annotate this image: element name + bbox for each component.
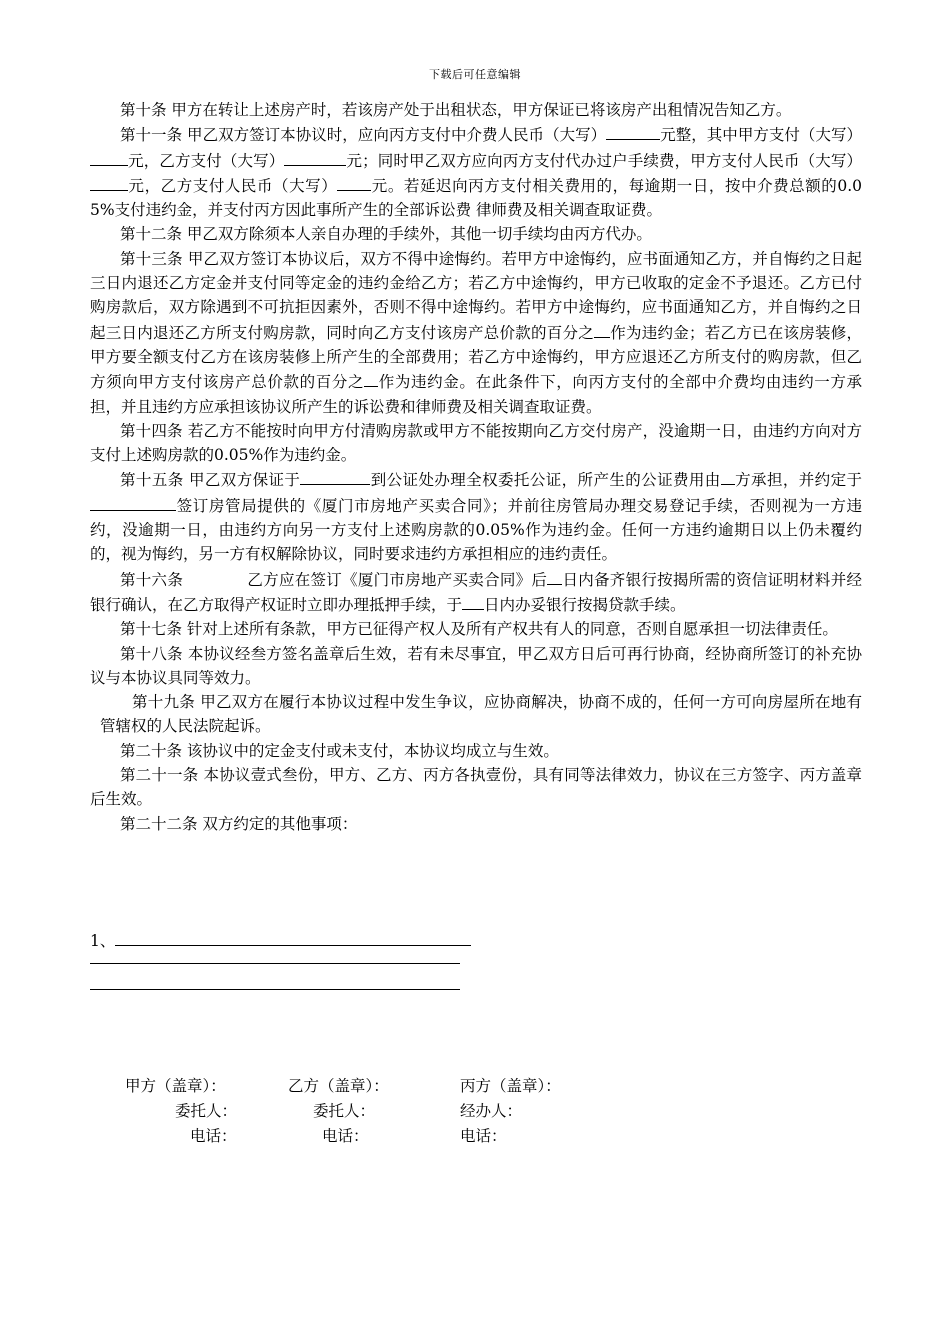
clause-19: 第十九条 甲乙双方在履行本协议过程中发生争议，应协商解决，协商不成的，任何一方可向房屋所在地有管辖权的人民法院起诉。 (100, 693, 862, 736)
clause-11-text-b: 元整，其中甲方支付（大写） (660, 126, 862, 145)
blank-party-b-fee[interactable] (284, 148, 346, 166)
party-c-phone-label: 电话： (460, 1127, 507, 1145)
clause-15 (90, 467, 862, 566)
clause-11-text-e: 元，乙方支付人民币（大写） (128, 176, 338, 195)
clause-11-text-f: 元。若延迟向丙方支付相关费用的，每逾期一日，按中介费总额的0.05%支付违约金，并支付丙方因此事所产生的全部诉讼费 律师费及相关调查取证费。 (90, 176, 862, 220)
clause-11-text-c: 元，乙方支付（大写） (128, 151, 285, 170)
party-c-handler-label: 经办人： (460, 1102, 523, 1120)
item-1-label: 1、 (90, 932, 116, 950)
party-a-agent-label: 委托人： (175, 1102, 238, 1120)
party-a-phone-label: 电话： (190, 1127, 237, 1145)
clause-16-text-c: 日内备齐银行按揭所需的资信证明材料并经银行确认，在乙方取得产权证时立即办理抵押手续，于 (90, 570, 862, 614)
clause-16-text-b: 乙方应在签订《厦门市房地产买卖合同》后 (247, 570, 548, 589)
blank-other-matter-line-3[interactable] (90, 989, 460, 990)
other-matter-item-1 (90, 928, 490, 950)
clause-15-text-a: 第十五条 甲乙双方保证于 (120, 471, 301, 490)
clause-15-text-c: 方承担，并约定于 (734, 471, 862, 490)
clause-15-text-d: 签订房管局提供的《厦门市房地产买卖合同》；并前往房管局办理交易登记手续，否则视为一方违约，没逾期一日，由违约方向另一方支付上述购房款的0.05%作为违约金。任何一方违约逾期日以上仍未覆约的，视为悔约，另一方有权解除协议，同时要求违约方承担相应的违约责任。 (90, 496, 862, 564)
clause-21: 第二十一条 本协议壹式叁份，甲方、乙方、丙方各执壹份，具有同等法律效力，协议在三方签字、丙方盖章后生效。 (90, 766, 862, 809)
clause-16-text-a: 第十六条 (120, 570, 184, 589)
blank-contract-date[interactable] (90, 493, 176, 511)
party-b-seal-label: 乙方（盖章）： (288, 1077, 389, 1095)
party-b-agent-label: 委托人： (313, 1102, 376, 1120)
blank-party-a-transfer-fee[interactable] (90, 173, 128, 191)
clause-11 (90, 122, 862, 222)
clause-13 (90, 247, 862, 419)
blank-party-a-fee[interactable] (90, 148, 128, 166)
blank-party-b-transfer-fee[interactable] (337, 173, 371, 191)
clause-13-text-c: 作为违约金。在此条件下，向丙方支付的全部中介费均由违约一方承担，并且违约方应承担该协议所产生的诉讼费和律师费及相关调查取证费。 (90, 373, 862, 416)
clause-11-text-a: 第十一条 甲乙双方签订本协议时，应向丙方支付中介费人民币（大写） (120, 126, 607, 145)
clause-15-text-b: 到公证处办理全权委托公证，所产生的公证费用由 (370, 471, 721, 490)
party-c-seal-label: 丙方（盖章）： (460, 1077, 561, 1095)
party-b-phone-label: 电话： (322, 1127, 369, 1145)
page-header: 下载后可任意编辑 (429, 68, 521, 81)
blank-docs-days[interactable] (547, 567, 562, 585)
blank-penalty-percent-b[interactable] (364, 369, 378, 387)
contract-body (90, 98, 862, 836)
blank-agency-fee[interactable] (606, 122, 660, 140)
clause-13-text-b: 作为违约金；若乙方已在该房装修，甲方要全额支付乙方在该房装修上所产生的全部费用；若乙方中途悔约，甲方应退还乙方所支付的购房款，但乙方须向甲方支付该房产总价款的百分之 (90, 323, 862, 392)
clause-11-text-d: 元；同时甲乙双方应向丙方支付代办过户手续费，甲方支付人民币（大写） (346, 151, 862, 170)
blank-notary-date[interactable] (300, 467, 370, 485)
other-matters-lines (90, 928, 490, 950)
clause-14: 第十四条 若乙方不能按时向甲方付清购房款或甲方不能按期向乙方交付房产，没逾期一日，由违约方向对方支付上述购房款的0.05%作为违约金。 (90, 421, 862, 465)
clause-10: 第十条 甲方在转让上述房产时，若该房产处于出租状态，甲方保证已将该房产出租情况告知乙方。 (120, 101, 792, 119)
clause-13-text-a: 第十三条 甲乙双方签订本协议后，双方不得中途悔约。若甲方中途悔约，应书面通知乙方，并自悔约之日起三日内退还乙方定金并支付同等定金的违约金给乙方；若乙方中途悔约，甲方已收取的定金不予退还。乙方已付购房款后，双方除遇到不可抗拒因素外，否则不得中途悔约。若甲方中途悔约，应书面通知乙方，并自悔约之日起三日内退还乙方所支付购房款，同时向乙方支付该房产总价款的百分之 (90, 249, 862, 342)
clause-20: 第二十条 该协议中的定金支付或未支付，本协议均成立与生效。 (120, 741, 559, 760)
blank-penalty-percent-a[interactable] (594, 320, 610, 338)
party-a-seal-label: 甲方（盖章）： (125, 1077, 226, 1095)
clause-12: 第十二条 甲乙双方除须本人亲自办理的手续外，其他一切手续均由丙方代办。 (120, 225, 652, 244)
clause-16-text-d: 日内办妥银行按揭贷款手续。 (484, 595, 686, 614)
blank-loan-days[interactable] (462, 592, 484, 610)
clause-22: 第二十二条 双方约定的其他事项： (120, 814, 358, 833)
blank-notary-fee-party[interactable] (721, 467, 735, 485)
blank-other-matter-line-2[interactable] (90, 963, 460, 964)
clause-17: 第十七条 针对上述所有条款，甲方已征得产权人及所有产权共有人的同意，否则自愿承担一切法律责任。 (120, 620, 838, 639)
blank-other-matter-1[interactable] (115, 928, 471, 946)
clause-18: 第十八条 本协议经叁方签名盖章后生效，若有未尽事宜，甲乙双方日后可再行协商，经协商所签订的补充协议与本协议具同等效力。 (90, 644, 862, 687)
clause-16 (90, 567, 862, 618)
